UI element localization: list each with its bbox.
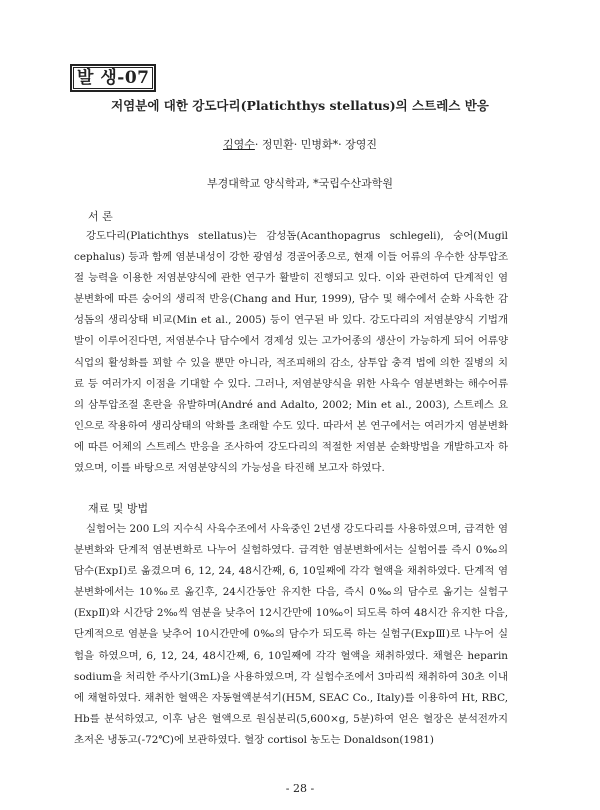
author-list (0, 136, 600, 152)
abstract-code: 발 생-07 (77, 68, 150, 88)
introduction-paragraph: 강도다리(Platichthys stellatus)는 감성돔(Acanthopagrus schlegeli), 숭어(Mugil cephalus) 등과 함께 염분내성이 강한 광염성 경골어종으로, 현재 이들 어류의 우수한 삼투압조절 능력을 이용한 저염분양식에 관한 연구가 활발히 진행되고 있다. 이와 관련하여 단계적인 염분변화에 따른 숭어의 생리적 반응(Chang and Hur, 1999), 담수 및 해수에서 순화 사육한 감성돔의 생리상태 비교(Min et al., 2005) 등이 연구된 바 있다. 강도다리의 저염분양식 기법개발이 이루어진다면, 저염분수나 담수에서 경제성 있는 고가어종의 생산이 가능하게 되어 어류양식업의 활성화를 꾀할 수 있을 뿐만 아니라, 적조피해의 감소, 삼투압 충격 법에 의한 질병의 치료 등 여러가지 이점을 기대할 수 있다. 그러나, 저염분양식을 위한 사육수 염분변화는 해수어류의 삼투압조절 혼란을 유발하며(André and Adalto, 2002; Min et al., 2003), 스트레스 요인으로 작용하여 생리상태의 악화를 초래할 수도 있다. 따라서 본 연구에서는 여러가지 염분변화에 따른 어체의 스트레스 반응을 조사하여 강도다리의 적절한 저염분 순화방법을 개발하고자 하였으며, 이를 바탕으로 저염분양식의 가능성을 타진해 보고자 하였다. (74, 230, 508, 475)
paper-title: 저염분에 대한 강도다리(Platichthys stellatus)의 스트레스 반응 (111, 98, 489, 113)
page-number: - 28 - (285, 782, 315, 795)
methods-paragraph: 실험어는 200 L의 지수식 사육수조에서 사육중인 2년생 강도다리를 사용하였으며, 급격한 염분변화와 단계적 염분변화로 나누어 실험하였다. 급격한 염분변화에서는 실험어를 즉시 0‰의 담수(ExpⅠ)로 옮겼으며 6, 12, 24, 48시간째, 6, 10일째에 각각 혈액을 채취하였다. 단계적 염분변화에서는 10‰로 옮긴후, 24시간동안 유지한 다음, 즉시 0‰의 담수로 옮기는 실험구(ExpⅡ)와 시간당 2‰씩 염분을 낮추어 12시간만에 10‰이 되도록 하여 48시간 유지한 다음, 단계적으로 염분을 낮추어 10시간만에 0‰의 담수가 되도록 하는 실험구(ExpⅢ)로 나누어 실험을 하였으며, 6, 12, 24, 48시간째, 6, 10일째에 각각 혈액을 채취하였다. 채혈은 heparin sodium을 처리한 주사기(3mL)을 사용하였으며, 각 실험수조에서 3마리씩 채취하여 30초 이내에 채혈하였다. 채취한 혈액은 자동혈액분석기(H5M, SEAC Co., Italy)를 이용하여 Ht, RBC, Hb를 분석하였고, 이후 남은 혈액으로 원심분리(5,600×g, 5분)하여 얻은 혈장은 분석전까지 초저온 냉동고(-72℃)에 보관하였다. 혈장 cortisol 농도는 Donaldson(1981) (74, 523, 508, 746)
first-author: 김영수 (222, 138, 255, 151)
section-heading-introduction: 서 론 (88, 210, 113, 223)
co-authors: · 정민환· 민병화*· 장영진 (254, 138, 377, 151)
section-heading-methods: 재료 및 방법 (88, 502, 149, 515)
affiliation: 부경대학교 양식학과, *국립수산과학원 (206, 177, 393, 190)
abstract-code-badge (70, 64, 156, 92)
